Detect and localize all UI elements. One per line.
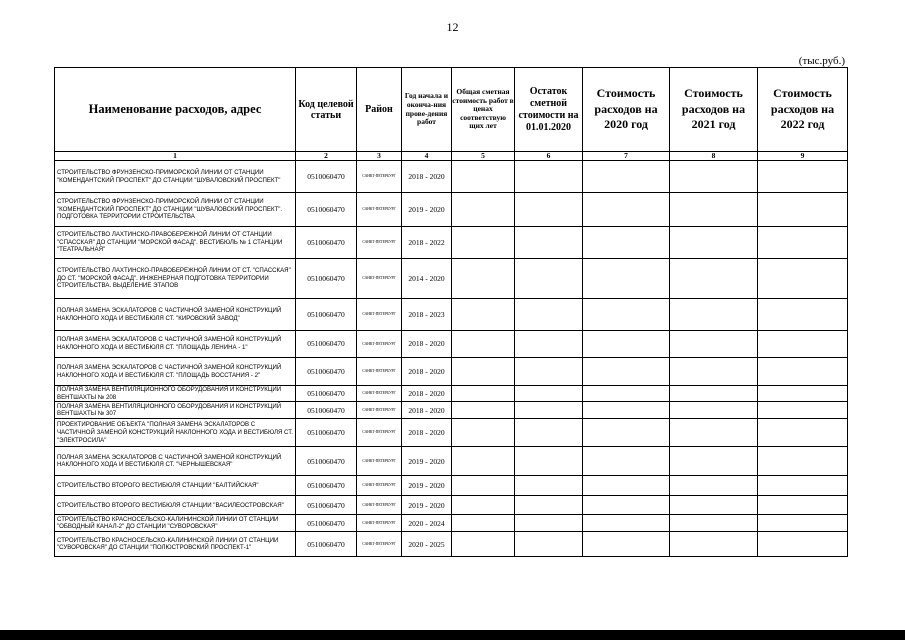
cost-2022-cell — [758, 299, 848, 331]
cost-2021-cell — [670, 259, 758, 299]
district-cell: САНКТ-ПЕТЕРБУРГ — [357, 419, 402, 447]
target-code-cell: 0510060470 — [296, 299, 357, 331]
district-cell: САНКТ-ПЕТЕРБУРГ — [357, 476, 402, 496]
remaining-cost-cell — [515, 419, 583, 447]
header-cost-2020: Стоимость расходов на 2020 год — [583, 68, 670, 152]
total-cost-cell — [452, 227, 515, 259]
expense-name-cell: ПОЛНАЯ ЗАМЕНА ВЕНТИЛЯЦИОННОГО ОБОРУДОВАНИЯ И КОНСТРУКЦИЙ ВЕНТШАХТЫ № 208 — [55, 386, 296, 402]
cost-2022-cell — [758, 386, 848, 402]
remaining-cost-cell — [515, 532, 583, 557]
target-code-cell: 0510060470 — [296, 532, 357, 557]
table-row — [55, 193, 848, 227]
column-number: 1 — [55, 152, 296, 161]
district-cell: САНКТ-ПЕТЕРБУРГ — [357, 358, 402, 386]
cost-2022-cell — [758, 331, 848, 358]
header-row — [55, 68, 848, 152]
district-cell: САНКТ-ПЕТЕРБУРГ — [357, 299, 402, 331]
total-cost-cell — [452, 447, 515, 476]
remaining-cost-cell — [515, 515, 583, 532]
table-row — [55, 227, 848, 259]
column-number: 7 — [583, 152, 670, 161]
cost-2020-cell — [583, 358, 670, 386]
table-row — [55, 299, 848, 331]
header-name: Наименование расходов, адрес — [55, 68, 296, 152]
cost-2022-cell — [758, 447, 848, 476]
remaining-cost-cell — [515, 402, 583, 419]
cost-2020-cell — [583, 386, 670, 402]
cost-2020-cell — [583, 532, 670, 557]
total-cost-cell — [452, 193, 515, 227]
table-body — [55, 161, 848, 557]
table-row — [55, 161, 848, 193]
expense-name-cell: СТРОИТЕЛЬСТВО КРАСНОСЕЛЬСКО-КАЛИНИНСКОЙ ЛИНИИ ОТ СТАНЦИИ "ОБВОДНЫЙ КАНАЛ-2" ДО СТАНЦИИ "СУВОРОВСКАЯ" — [55, 515, 296, 532]
work-years-cell: 2018 - 2020 — [402, 419, 452, 447]
expense-name-cell: ПОЛНАЯ ЗАМЕНА ВЕНТИЛЯЦИОННОГО ОБОРУДОВАНИЯ И КОНСТРУКЦИЙ ВЕНТШАХТЫ № 307 — [55, 402, 296, 419]
unit-note: (тыс.руб.) — [798, 55, 845, 67]
expense-name-cell: СТРОИТЕЛЬСТВО КРАСНОСЕЛЬСКО-КАЛИНИНСКОЙ ЛИНИИ ОТ СТАНЦИИ "СУВОРОВСКАЯ" ДО СТАНЦИИ "ПОЛЮСТРОВСКИЙ ПРОСПЕКТ-1" — [55, 532, 296, 557]
target-code-cell: 0510060470 — [296, 259, 357, 299]
expense-name-cell: СТРОИТЕЛЬСТВО ЛАХТИНСКО-ПРАВОБЕРЕЖНОЙ ЛИНИИ ОТ СТАНЦИИ "СПАССКАЯ" ДО СТАНЦИИ "МОРСКОЙ ФАСАД". ВЕСТИБЮЛЬ № 1 СТАНЦИИ "ТЕАТРАЛЬНАЯ" — [55, 227, 296, 259]
district-cell: САНКТ-ПЕТЕРБУРГ — [357, 259, 402, 299]
work-years-cell: 2014 - 2020 — [402, 259, 452, 299]
table-row — [55, 447, 848, 476]
expenses-table — [54, 67, 848, 557]
expense-name-cell: СТРОИТЕЛЬСТВО ВТОРОГО ВЕСТИБЮЛЯ СТАНЦИИ "БАЛТИЙСКАЯ" — [55, 476, 296, 496]
cost-2021-cell — [670, 419, 758, 447]
total-cost-cell — [452, 161, 515, 193]
table-row — [55, 358, 848, 386]
remaining-cost-cell — [515, 476, 583, 496]
expense-name-cell: ПОЛНАЯ ЗАМЕНА ЭСКАЛАТОРОВ С ЧАСТИЧНОЙ ЗАМЕНОЙ КОНСТРУКЦИЙ НАКЛОННОГО ХОДА И ВЕСТИБЮЛЯ СТ. "ПЛОЩАДЬ ВОССТАНИЯ - 2" — [55, 358, 296, 386]
header-cost-2022: Стоимость расходов на 2022 год — [758, 68, 848, 152]
remaining-cost-cell — [515, 259, 583, 299]
district-cell: САНКТ-ПЕТЕРБУРГ — [357, 532, 402, 557]
table-row — [55, 386, 848, 402]
column-number: 6 — [515, 152, 583, 161]
total-cost-cell — [452, 299, 515, 331]
cost-2021-cell — [670, 161, 758, 193]
cost-2022-cell — [758, 259, 848, 299]
target-code-cell: 0510060470 — [296, 515, 357, 532]
district-cell: САНКТ-ПЕТЕРБУРГ — [357, 193, 402, 227]
remaining-cost-cell — [515, 193, 583, 227]
cost-2020-cell — [583, 227, 670, 259]
work-years-cell: 2019 - 2020 — [402, 476, 452, 496]
cost-2022-cell — [758, 358, 848, 386]
cost-2020-cell — [583, 161, 670, 193]
cost-2020-cell — [583, 331, 670, 358]
cost-2021-cell — [670, 299, 758, 331]
work-years-cell: 2020 - 2025 — [402, 532, 452, 557]
cost-2022-cell — [758, 227, 848, 259]
cost-2021-cell — [670, 227, 758, 259]
work-years-cell: 2019 - 2020 — [402, 496, 452, 515]
remaining-cost-cell — [515, 386, 583, 402]
cost-2021-cell — [670, 476, 758, 496]
cost-2021-cell — [670, 447, 758, 476]
district-cell: САНКТ-ПЕТЕРБУРГ — [357, 386, 402, 402]
column-number: 8 — [670, 152, 758, 161]
expense-name-cell: СТРОИТЕЛЬСТВО ФРУНЗЕНСКО-ПРИМОРСКОЙ ЛИНИИ ОТ СТАНЦИИ "КОМЕНДАНТСКИЙ ПРОСПЕКТ" ДО СТАНЦИИ "ШУВАЛОВСКИЙ ПРОСПЕКТ" — [55, 161, 296, 193]
target-code-cell: 0510060470 — [296, 402, 357, 419]
expense-name-cell: СТРОИТЕЛЬСТВО ЛАХТИНСКО-ПРАВОБЕРЕЖНОЙ ЛИНИИ ОТ СТ. "СПАССКАЯ" ДО СТ. "МОРСКОЙ ФАСАД". ИНЖЕНЕРНАЯ ПОДГОТОВКА ТЕРРИТОРИИ СТРОИТЕЛЬСТВА. ВЫДЕЛЕНИЕ ЭТАПОВ — [55, 259, 296, 299]
district-cell: САНКТ-ПЕТЕРБУРГ — [357, 331, 402, 358]
cost-2020-cell — [583, 402, 670, 419]
table-row — [55, 419, 848, 447]
column-number: 3 — [357, 152, 402, 161]
header-total-cost: Общая сметная стоимость работ в ценах соответствую щих лет — [452, 68, 515, 152]
total-cost-cell — [452, 259, 515, 299]
district-cell: САНКТ-ПЕТЕРБУРГ — [357, 402, 402, 419]
total-cost-cell — [452, 386, 515, 402]
target-code-cell: 0510060470 — [296, 331, 357, 358]
table-row — [55, 476, 848, 496]
cost-2020-cell — [583, 515, 670, 532]
cost-2021-cell — [670, 532, 758, 557]
remaining-cost-cell — [515, 358, 583, 386]
work-years-cell: 2018 - 2020 — [402, 161, 452, 193]
district-cell: САНКТ-ПЕТЕРБУРГ — [357, 447, 402, 476]
target-code-cell: 0510060470 — [296, 161, 357, 193]
header-code: Код целевой статьи — [296, 68, 357, 152]
district-cell: САНКТ-ПЕТЕРБУРГ — [357, 496, 402, 515]
expense-name-cell: ПОЛНАЯ ЗАМЕНА ЭСКАЛАТОРОВ С ЧАСТИЧНОЙ ЗАМЕНОЙ КОНСТРУКЦИЙ НАКЛОННОГО ХОДА И ВЕСТИБЮЛЯ СТ. "КИРОВСКИЙ ЗАВОД" — [55, 299, 296, 331]
column-number: 2 — [296, 152, 357, 161]
cost-2020-cell — [583, 447, 670, 476]
remaining-cost-cell — [515, 496, 583, 515]
target-code-cell: 0510060470 — [296, 227, 357, 259]
cost-2021-cell — [670, 402, 758, 419]
cost-2021-cell — [670, 496, 758, 515]
table-row — [55, 532, 848, 557]
work-years-cell: 2018 - 2020 — [402, 358, 452, 386]
work-years-cell: 2019 - 2020 — [402, 193, 452, 227]
cost-2022-cell — [758, 515, 848, 532]
table-row — [55, 515, 848, 532]
remaining-cost-cell — [515, 331, 583, 358]
cost-2021-cell — [670, 386, 758, 402]
cost-2022-cell — [758, 496, 848, 515]
cost-2020-cell — [583, 259, 670, 299]
cost-2021-cell — [670, 358, 758, 386]
target-code-cell: 0510060470 — [296, 386, 357, 402]
work-years-cell: 2018 - 2020 — [402, 386, 452, 402]
cost-2021-cell — [670, 331, 758, 358]
column-number: 4 — [402, 152, 452, 161]
cost-2022-cell — [758, 532, 848, 557]
cost-2021-cell — [670, 515, 758, 532]
cost-2022-cell — [758, 476, 848, 496]
work-years-cell: 2018 - 2022 — [402, 227, 452, 259]
remaining-cost-cell — [515, 447, 583, 476]
cost-2022-cell — [758, 402, 848, 419]
total-cost-cell — [452, 402, 515, 419]
target-code-cell: 0510060470 — [296, 193, 357, 227]
target-code-cell: 0510060470 — [296, 419, 357, 447]
table-row — [55, 331, 848, 358]
column-number: 9 — [758, 152, 848, 161]
column-number: 5 — [452, 152, 515, 161]
cost-2020-cell — [583, 193, 670, 227]
table-row — [55, 402, 848, 419]
expense-name-cell: ПОЛНАЯ ЗАМЕНА ЭСКАЛАТОРОВ С ЧАСТИЧНОЙ ЗАМЕНОЙ КОНСТРУКЦИЙ НАКЛОННОГО ХОДА И ВЕСТИБЮЛЯ СТ. "ЧЕРНЫШЕВСКАЯ" — [55, 447, 296, 476]
total-cost-cell — [452, 476, 515, 496]
header-district: Район — [357, 68, 402, 152]
total-cost-cell — [452, 532, 515, 557]
expense-name-cell: ПОЛНАЯ ЗАМЕНА ЭСКАЛАТОРОВ С ЧАСТИЧНОЙ ЗАМЕНОЙ КОНСТРУКЦИЙ НАКЛОННОГО ХОДА И ВЕСТИБЮЛЯ СТ. "ПЛОЩАДЬ ЛЕНИНА - 1" — [55, 331, 296, 358]
cost-2020-cell — [583, 496, 670, 515]
cost-2022-cell — [758, 161, 848, 193]
target-code-cell: 0510060470 — [296, 496, 357, 515]
remaining-cost-cell — [515, 299, 583, 331]
target-code-cell: 0510060470 — [296, 358, 357, 386]
cost-2021-cell — [670, 193, 758, 227]
district-cell: САНКТ-ПЕТЕРБУРГ — [357, 515, 402, 532]
page-number: 12 — [446, 20, 459, 34]
target-code-cell: 0510060470 — [296, 447, 357, 476]
cost-2020-cell — [583, 299, 670, 331]
column-number-row — [55, 152, 848, 161]
scan-bottom-edge — [0, 630, 905, 640]
total-cost-cell — [452, 515, 515, 532]
work-years-cell: 2018 - 2023 — [402, 299, 452, 331]
cost-2020-cell — [583, 476, 670, 496]
work-years-cell: 2018 - 2020 — [402, 331, 452, 358]
total-cost-cell — [452, 331, 515, 358]
remaining-cost-cell — [515, 227, 583, 259]
table-row — [55, 259, 848, 299]
header-remaining-cost: Остаток сметной стоимости на 01.01.2020 — [515, 68, 583, 152]
target-code-cell: 0510060470 — [296, 476, 357, 496]
district-cell: САНКТ-ПЕТЕРБУРГ — [357, 227, 402, 259]
total-cost-cell — [452, 496, 515, 515]
total-cost-cell — [452, 419, 515, 447]
expense-name-cell: СТРОИТЕЛЬСТВО ФРУНЗЕНСКО-ПРИМОРСКОЙ ЛИНИИ ОТ СТАНЦИИ "КОМЕНДАНТСКИЙ ПРОСПЕКТ" ДО СТАНЦИИ "ШУВАЛОВСКИЙ ПРОСПЕКТ". ПОДГОТОВКА ТЕРРИТОРИИ СТРОИТЕЛЬСТВА — [55, 193, 296, 227]
table-row — [55, 496, 848, 515]
district-cell: САНКТ-ПЕТЕРБУРГ — [357, 161, 402, 193]
cost-2020-cell — [583, 419, 670, 447]
total-cost-cell — [452, 358, 515, 386]
remaining-cost-cell — [515, 161, 583, 193]
expense-name-cell: ПРОЕКТИРОВАНИЕ ОБЪЕКТА "ПОЛНАЯ ЗАМЕНА ЭСКАЛАТОРОВ С ЧАСТИЧНОЙ ЗАМЕНОЙ КОНСТРУКЦИЙ НАКЛОННОГО ХОДА И ВЕСТИБЮЛЯ СТ. "ЭЛЕКТРОСИЛА" — [55, 419, 296, 447]
expense-name-cell: СТРОИТЕЛЬСТВО ВТОРОГО ВЕСТИБЮЛЯ СТАНЦИИ "ВАСИЛЕОСТРОВСКАЯ" — [55, 496, 296, 515]
work-years-cell: 2019 - 2020 — [402, 447, 452, 476]
work-years-cell: 2020 - 2024 — [402, 515, 452, 532]
cost-2022-cell — [758, 193, 848, 227]
header-years: Год начала и оконча-ния прове-дения работ — [402, 68, 452, 152]
header-cost-2021: Стоимость расходов на 2021 год — [670, 68, 758, 152]
work-years-cell: 2018 - 2020 — [402, 402, 452, 419]
cost-2022-cell — [758, 419, 848, 447]
